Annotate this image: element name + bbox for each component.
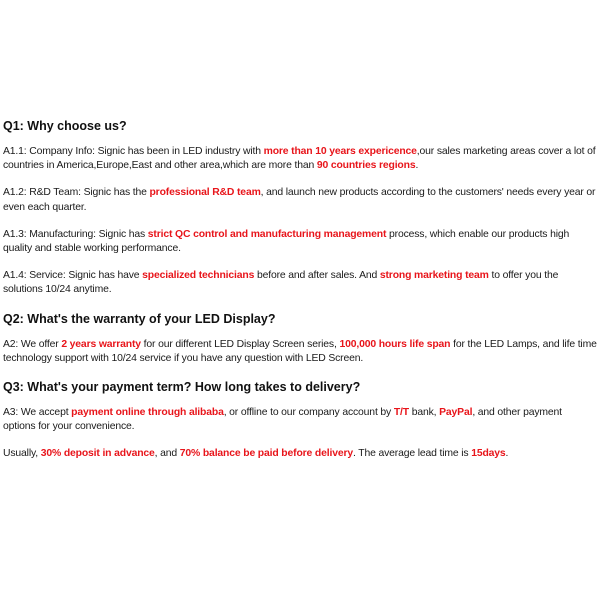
- answer-paragraph: [3, 186, 597, 214]
- body-text: process, which enable our products high quality and stable working performance.: [3, 228, 570, 255]
- body-text: Usually,: [3, 448, 41, 460]
- highlight-text: strong marketing team: [379, 270, 489, 282]
- answer-paragraph: [3, 269, 597, 297]
- body-text: A2: We offer: [3, 338, 62, 350]
- highlight-text: 2 years warranty: [61, 338, 141, 350]
- body-text: .: [505, 448, 509, 460]
- answer-paragraph: [3, 338, 597, 366]
- faq-document: [3, 118, 597, 475]
- body-text: for our different LED Display Screen series,: [140, 338, 340, 350]
- body-text: A1.1: Company Info: Signic has been in LED industry with: [3, 146, 264, 157]
- highlight-text: payment online through alibaba: [71, 407, 224, 419]
- question-heading: Q3: What's your payment term? How long takes to delivery?: [3, 380, 361, 395]
- body-text: , and: [154, 448, 180, 460]
- body-text: , and other payment options for your convenience.: [3, 407, 562, 433]
- highlight-text: 70% balance be paid before delivery: [179, 448, 353, 460]
- body-text: , and launch new products according to the customers' needs every year or even each quarter.: [3, 187, 596, 213]
- body-text: for the LED Lamps, and life time technology support with 10/24 service if you have any question with LED Screen.: [3, 338, 597, 364]
- highlight-text: T/T: [393, 407, 409, 419]
- highlight-text: professional R&D team: [149, 187, 261, 199]
- highlight-text: PayPal: [439, 407, 473, 419]
- highlight-text: specialized technicians: [142, 270, 255, 282]
- highlight-text: more than 10 years expericence: [263, 146, 417, 157]
- body-text: A3: We accept: [3, 407, 72, 419]
- question-heading: Q2: What's the warranty of your LED Display?: [3, 311, 276, 326]
- highlight-text: strict QC control and manufacturing management: [147, 228, 387, 240]
- body-text: before and after sales. And: [254, 270, 380, 282]
- question-heading: Q1: Why choose us?: [3, 119, 127, 133]
- body-text: , or offline to our company account by: [223, 407, 394, 419]
- highlight-text: 30% deposit in advance: [40, 448, 155, 460]
- answer-paragraph: [3, 228, 597, 256]
- answer-paragraph: [3, 145, 597, 173]
- body-text: ,our sales marketing areas cover a lot of countries in America,Europe,East and other area,which are more than: [3, 146, 596, 172]
- answer-paragraph: [3, 447, 597, 461]
- body-text: to offer you the solutions 10/24 anytime.: [3, 270, 559, 296]
- highlight-text: 90 countries regions: [316, 160, 416, 172]
- body-text: A1.4: Service: Signic has have: [3, 270, 143, 282]
- highlight-text: 100,000 hours life span: [339, 338, 451, 350]
- body-text: A1.3: Manufacturing: Signic has: [3, 228, 148, 240]
- body-text: . The average lead time is: [352, 448, 472, 460]
- body-text: A1.2: R&D Team: Signic has the: [3, 187, 150, 199]
- highlight-text: 15days: [471, 448, 506, 460]
- body-text: .: [415, 160, 419, 172]
- body-text: bank,: [408, 407, 440, 419]
- answer-paragraph: [3, 406, 597, 434]
